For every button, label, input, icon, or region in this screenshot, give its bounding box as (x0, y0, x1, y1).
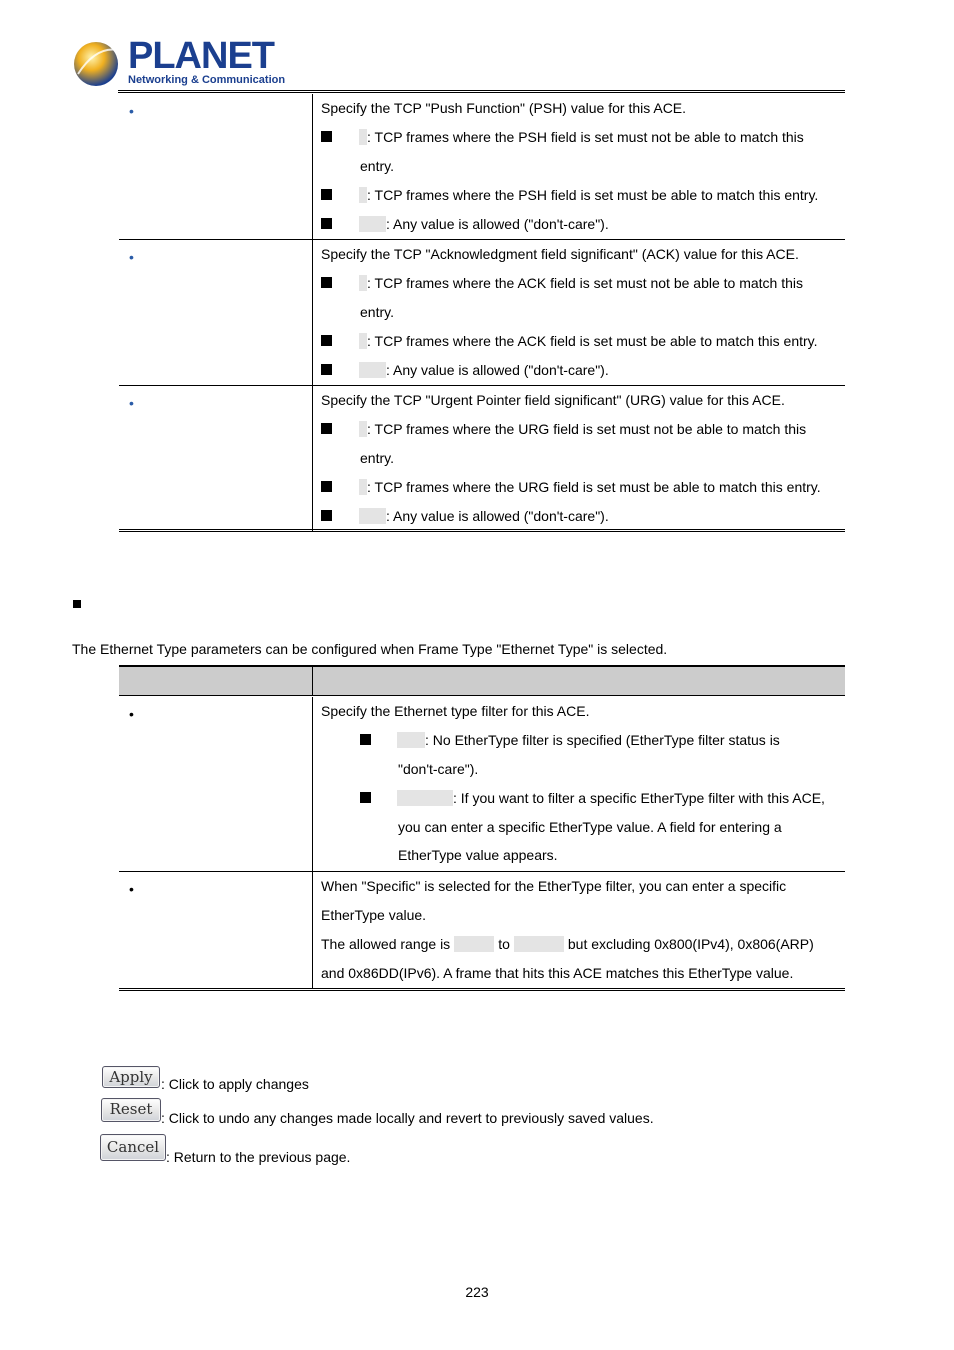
brand-name: PLANET (128, 35, 274, 77)
table-row (119, 94, 845, 240)
bullet: • (129, 103, 134, 119)
value-description: EtherType value. (321, 907, 427, 923)
table-row (119, 872, 845, 990)
option-text: : TCP frames where the ACK field is set must be able to match this entry. (367, 333, 818, 349)
option-text: : TCP frames where the ACK field is set must not be able to match this (367, 275, 804, 291)
option-line (313, 356, 845, 385)
value-highlight (359, 216, 386, 232)
option-text: : Any value is allowed ("don't-care"). (386, 508, 609, 524)
square-bullet-icon (321, 423, 332, 434)
apply-button[interactable]: Apply (102, 1066, 160, 1088)
cancel-description: : Return to the previous page. (166, 1149, 351, 1165)
square-bullet-icon (360, 734, 371, 745)
range-to: to (498, 936, 510, 952)
planet-logo (72, 35, 286, 90)
brand-tagline: Networking & Communication (128, 74, 286, 86)
option-line (313, 784, 845, 813)
option-continuation: entry. (360, 304, 394, 320)
square-bullet-icon (321, 218, 332, 229)
table-row (119, 386, 845, 532)
header-rule (118, 90, 845, 93)
object-cell (119, 240, 313, 386)
range-exclusions: but excluding 0x800(IPv4), 0x806(ARP) (567, 936, 814, 952)
option-continuation: "don't-care"). (398, 761, 479, 777)
ethertype-intro: The Ethernet Type parameters can be configured when Frame Type "Ethernet Type" is selected. (72, 641, 668, 657)
square-bullet-icon (321, 189, 332, 200)
square-bullet-icon (321, 364, 332, 375)
option-text: : TCP frames where the PSH field is set must be able to match this entry. (367, 187, 819, 203)
bullet: • (129, 249, 134, 265)
range-max-highlight (514, 936, 564, 952)
description-cell (313, 94, 846, 240)
option-text: : No EtherType filter is specified (EtherType filter status is (425, 732, 780, 748)
square-bullet-icon (321, 510, 332, 521)
section-bullet-icon (73, 600, 81, 608)
option-continuation: entry. (360, 158, 394, 174)
object-cell (119, 94, 313, 240)
value-highlight (397, 732, 425, 748)
description-cell (313, 386, 846, 532)
square-bullet-icon (360, 792, 371, 803)
option-line (313, 210, 845, 239)
square-bullet-icon (321, 131, 332, 142)
tcp-flags-table (119, 94, 845, 531)
value-highlight (397, 790, 453, 806)
globe-icon (72, 36, 126, 90)
bullet: • (129, 395, 134, 411)
option-text: : Any value is allowed ("don't-care"). (386, 362, 609, 378)
description-cell (313, 240, 846, 386)
option-line (313, 123, 845, 152)
value-description: When "Specific" is selected for the EtherType filter, you can enter a specific (321, 878, 787, 894)
range-min-highlight (454, 936, 494, 952)
option-text: : TCP frames where the PSH field is set must not be able to match this (367, 129, 804, 145)
table-bottom-rule (119, 988, 845, 991)
cancel-button[interactable]: Cancel (100, 1134, 166, 1161)
ethertype-table (119, 697, 845, 989)
option-line (313, 181, 845, 210)
option-line (313, 726, 845, 755)
option-line (313, 502, 845, 531)
description: Specify the TCP "Push Function" (PSH) value for this ACE. (321, 100, 687, 116)
range-text: The allowed range is (321, 936, 451, 952)
apply-description: : Click to apply changes (161, 1076, 309, 1092)
object-cell (119, 386, 313, 532)
table-row (119, 697, 845, 872)
square-bullet-icon (321, 277, 332, 288)
object-cell (119, 872, 313, 990)
value-highlight (359, 187, 367, 203)
description: Specify the Ethernet type filter for this ACE. (321, 703, 590, 719)
option-text: : Any value is allowed ("don't-care"). (386, 216, 609, 232)
value-highlight (359, 508, 386, 524)
option-text: : TCP frames where the URG field is set must not be able to match this (367, 421, 807, 437)
description-cell (313, 872, 846, 990)
option-line (313, 415, 845, 444)
allowed-range-line (313, 930, 845, 959)
object-cell (119, 697, 313, 872)
description: Specify the TCP "Urgent Pointer field significant" (URG) value for this ACE. (321, 392, 785, 408)
value-description: and 0x86DD(IPv6). A frame that hits this ACE matches this EtherType value. (321, 965, 794, 981)
page-number: 223 (465, 1284, 489, 1300)
option-line (313, 327, 845, 356)
option-line (313, 269, 845, 298)
table-row (119, 240, 845, 386)
square-bullet-icon (321, 335, 332, 346)
table-header (119, 665, 845, 696)
value-highlight (359, 362, 386, 378)
value-highlight (359, 479, 367, 495)
square-bullet-icon (321, 481, 332, 492)
bullet: • (129, 706, 134, 722)
bullet: • (129, 881, 134, 897)
value-highlight (359, 421, 367, 437)
table-bottom-rule (119, 529, 845, 532)
reset-description: : Click to undo any changes made locally and revert to previously saved values. (161, 1110, 654, 1126)
option-continuation: EtherType value appears. (398, 847, 558, 863)
value-highlight (359, 333, 367, 349)
value-highlight (359, 275, 367, 291)
value-highlight (359, 129, 367, 145)
option-line (313, 473, 845, 502)
reset-button[interactable]: Reset (101, 1098, 161, 1122)
option-continuation: you can enter a specific EtherType value. A field for entering a (398, 819, 782, 835)
option-text: : If you want to filter a specific EtherType filter with this ACE, (453, 790, 825, 806)
option-text: : TCP frames where the URG field is set must be able to match this entry. (367, 479, 821, 495)
description-cell (313, 697, 846, 872)
description: Specify the TCP "Acknowledgment field significant" (ACK) value for this ACE. (321, 246, 799, 262)
option-continuation: entry. (360, 450, 394, 466)
